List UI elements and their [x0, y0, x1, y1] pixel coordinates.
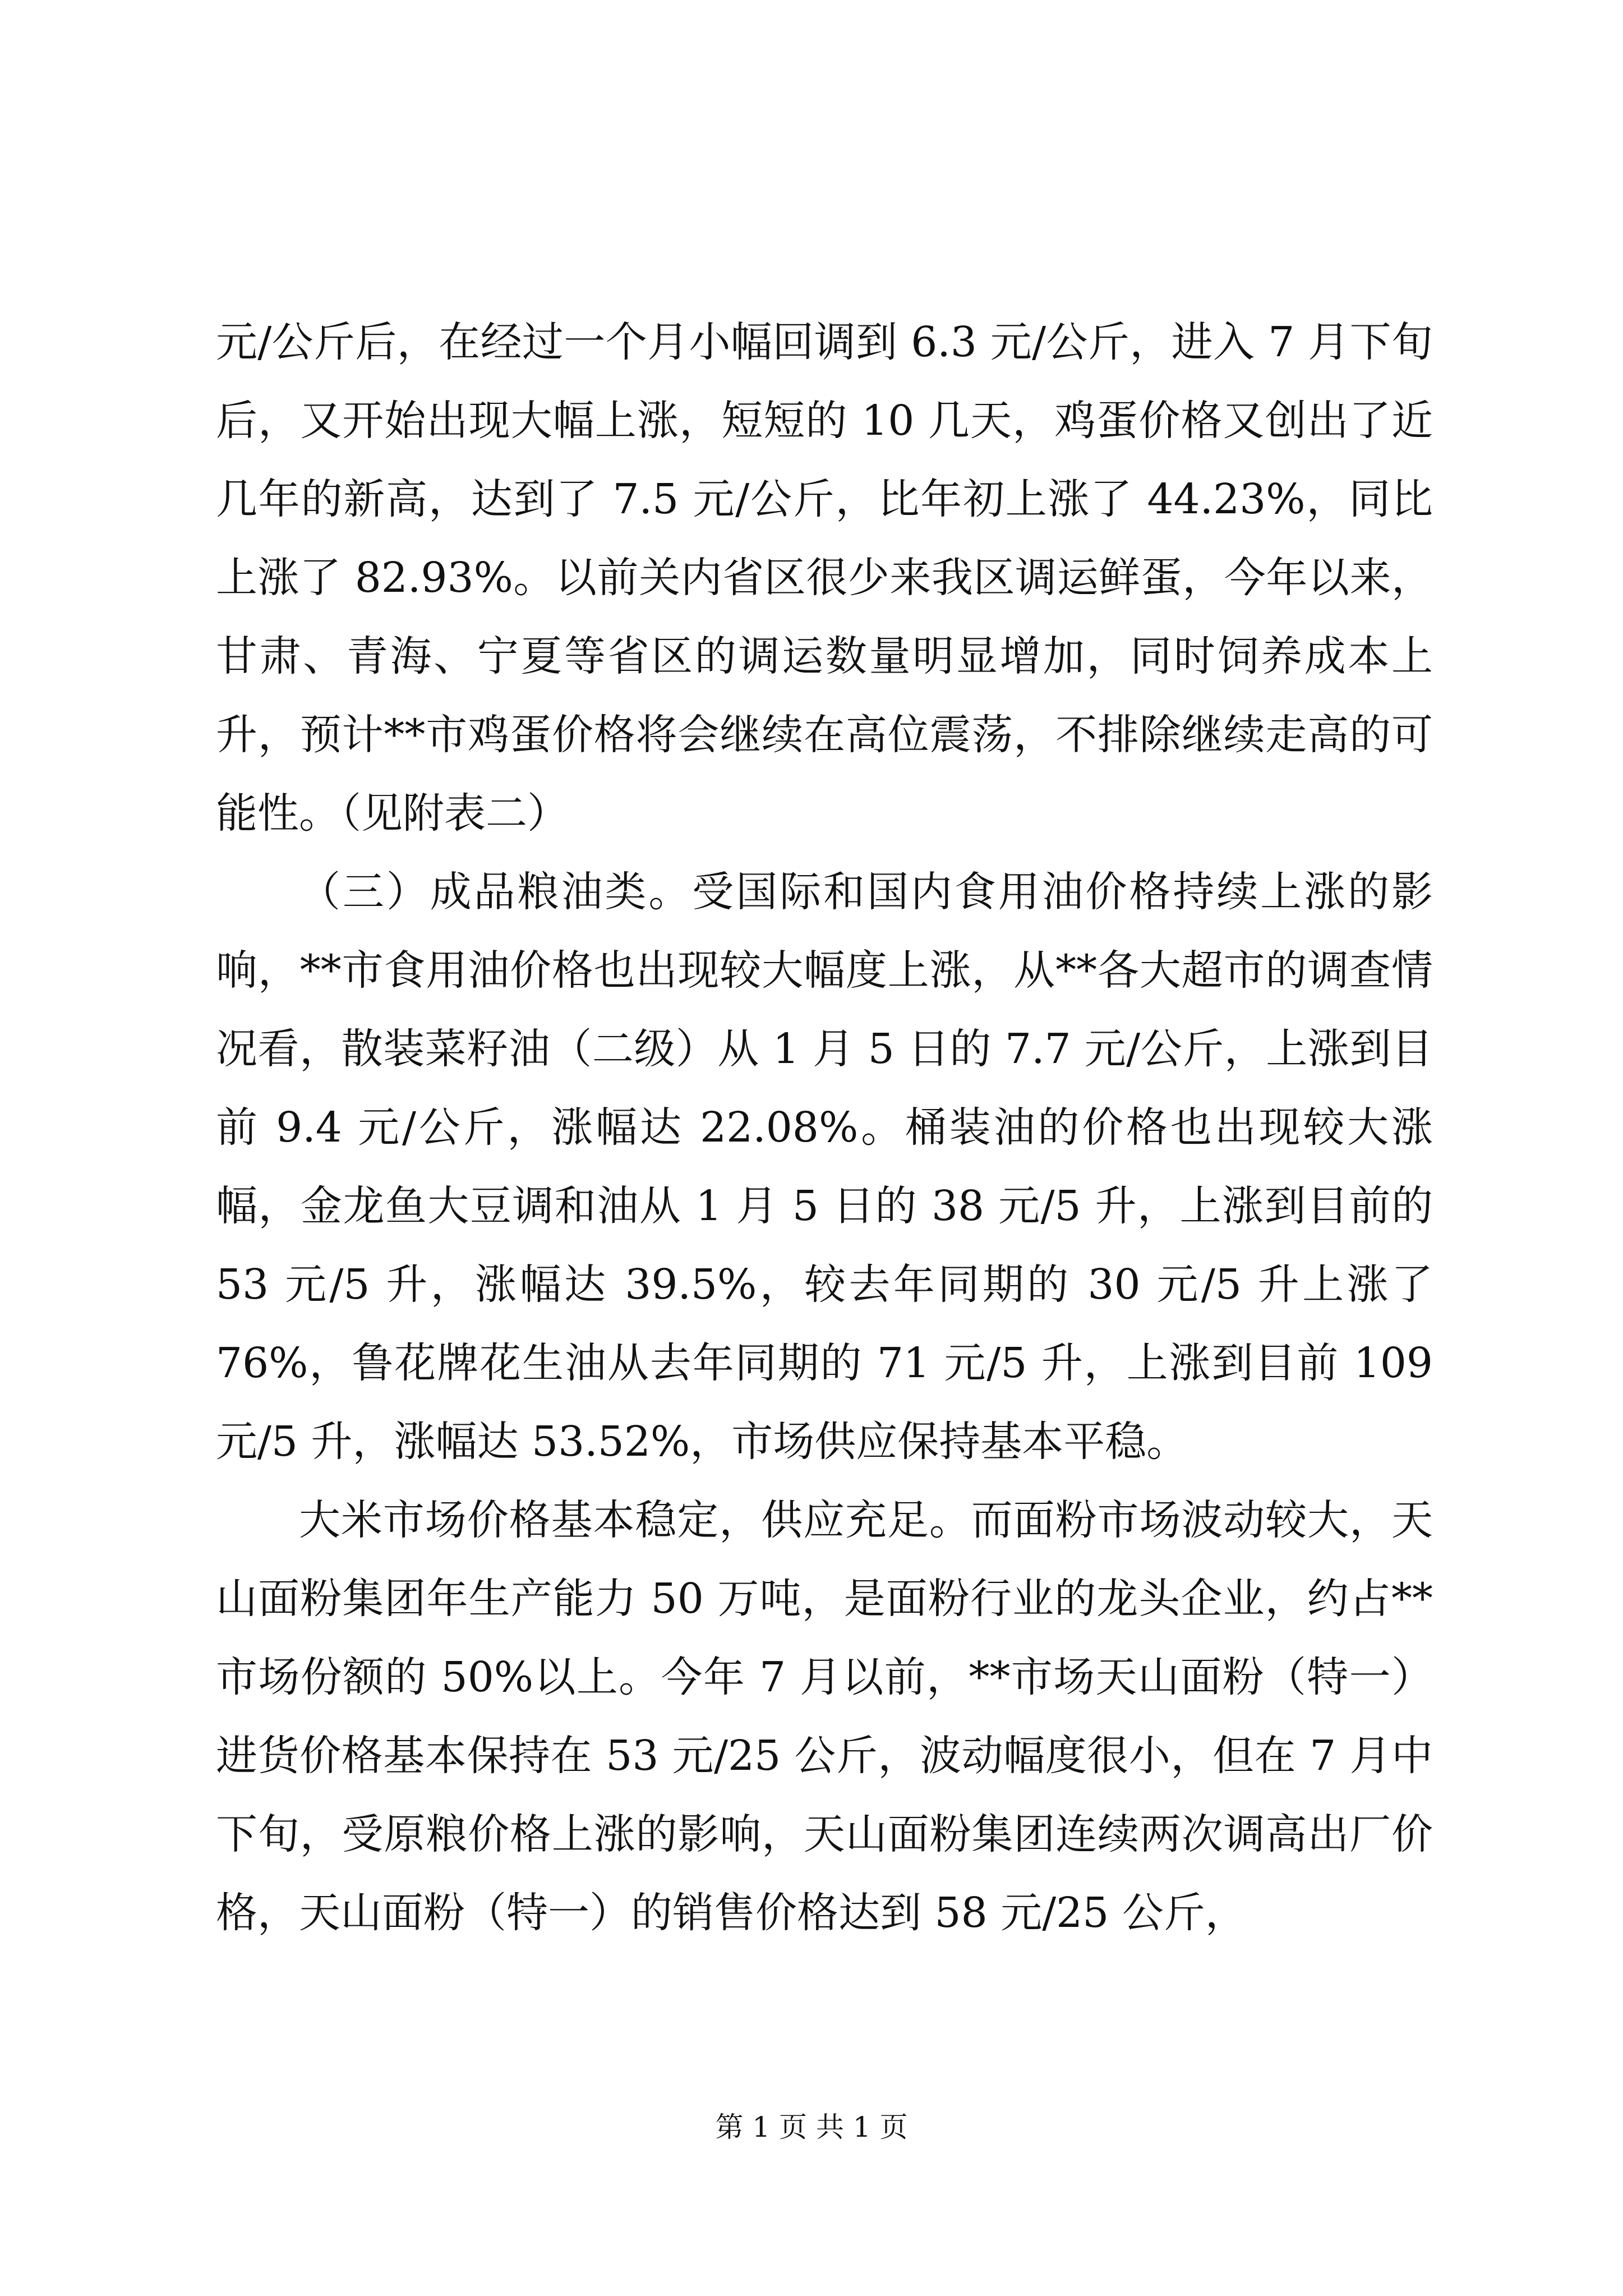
- paragraph-rice-flour: 大米市场价格基本稳定，供应充足。而面粉市场波动较大，天山面粉集团年生产能力 50 万吨，是面粉行业的龙头企业，约占**市场份额的 50%以上。今年 7 月以前，**市场天山面粉（特一）进货价格基本保持在 53 元/25 公斤，波动幅度很小，但在 7 月中下旬，受原粮价格上涨的影响，天山面粉集团连续两次调高出厂价格，天山面粉（特一）的销售价格达到 58 元/25 公斤，: [216, 1496, 1433, 1937]
- paragraph-grain-oil: （三）成品粮油类。受国际和国内食用油价格持续上涨的影响，**市食用油价格也出现较大幅度上涨，从**各大超市的调查情况看，散装菜籽油（二级）从 1 月 5 日的 7.7 元/公斤，上涨到目前 9.4 元/公斤，涨幅达 22.08%。桶装油的价格也出现较大涨幅，金龙鱼大豆调和油从 1 月 5 日的 38 元/5 升，上涨到目前的 53 元/5 升，涨幅达 39.5%，较去年同期的 30 元/5 升上涨了 76%，鲁花牌花生油从去年同期的 71 元/5 升，上涨到目前 109 元/5 升，涨幅达 53.52%，市场供应保持基本平稳。: [216, 868, 1433, 1466]
- page-number-footer: 第 1 页 共 1 页: [715, 2111, 908, 2143]
- document-body: [216, 303, 1433, 1952]
- paragraph-egg-prices: 元/公斤后，在经过一个月小幅回调到 6.3 元/公斤，进入 7 月下旬后，又开始出现大幅上涨，短短的 10 几天，鸡蛋价格又创出了近几年的新高，达到了 7.5 元/公斤，比年初上涨了 44.23%，同比上涨了 82.93%。以前关内省区很少来我区调运鲜蛋，今年以来，甘肃、青海、宁夏等省区的调运数量明显增加，同时饲养成本上升，预计**市鸡蛋价格将会继续在高位震荡，不排除继续走高的可能性。（见附表二）: [216, 318, 1433, 838]
